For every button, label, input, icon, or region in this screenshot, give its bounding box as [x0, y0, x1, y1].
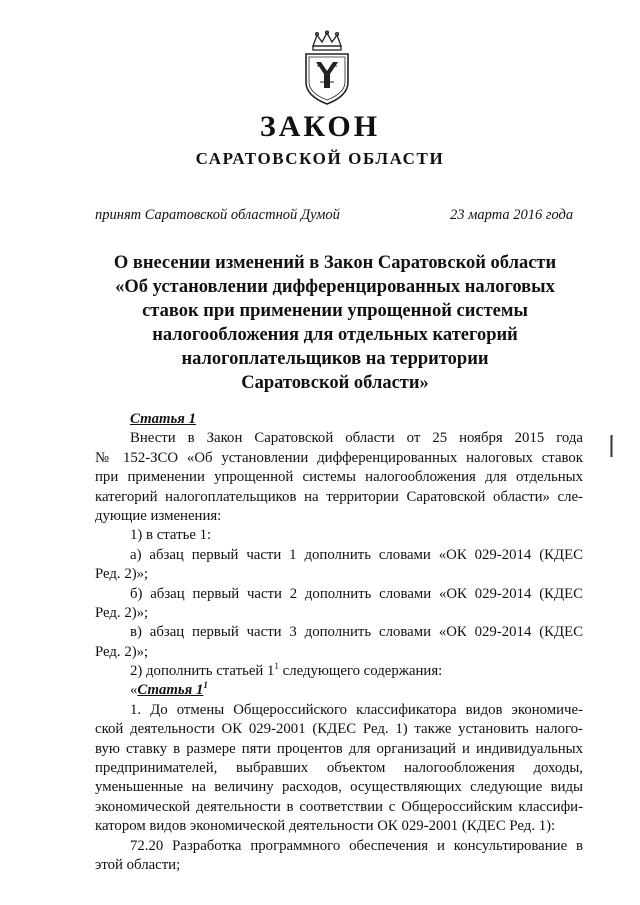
new-paragraph-line: предпринимателей, выбравших объектом налогообложения доходы,: [95, 760, 583, 777]
adopted-by: принят Саратовской областной Думой: [95, 207, 340, 223]
heading-line: «Об установлении дифференцированных налоговых: [115, 277, 555, 297]
intro-line: № 152-ЗСО «Об установлении дифференцированных налоговых ставок: [95, 449, 583, 466]
new-paragraph-line: вую ставку в размере пяти процентов для организаций и индивидуальных: [95, 740, 583, 757]
law-body: [95, 410, 583, 875]
new-paragraph-line: экономической деятельности в соответствии с Общероссийским классифи-: [95, 798, 583, 815]
new-article-label: «Статья $1^1$: [130, 680, 208, 699]
item-1: 1) в статье 1:: [130, 527, 212, 544]
heading-line: налогообложения для отдельных категорий: [152, 325, 518, 345]
intro-line: категорий налогоплательщиков на территории Саратовской области» сле-: [95, 488, 583, 505]
adoption-date: 23 марта 2016 года: [450, 207, 574, 223]
intro-line: дующие изменения:: [95, 507, 222, 524]
margin-mark: [610, 435, 613, 457]
item-1v: в) абзац первый части 3 дополнить словами «ОК 029-2014 (КДЕС: [130, 624, 583, 641]
article-label: Статья 1: [130, 411, 196, 427]
item-2: 2) дополнить статьей $1^1$ следующего содержания:: [130, 661, 443, 680]
intro-line: при применении упрощенной системы налогообложения для отдельных: [95, 469, 583, 486]
heading-line: налогоплательщиков на территории: [181, 349, 489, 369]
new-paragraph-line: уменьшенные на величину расходов, осуществляющих следующие виды: [95, 779, 583, 796]
heading-line: Саратовской области»: [241, 373, 429, 393]
new-paragraph-line: ской деятельности ОК 029-2001 (КДЕС Ред. 1) также установить налого-: [95, 721, 583, 738]
item-1v-end: Ред. 2)»;: [95, 643, 149, 660]
new-paragraph-line: катором видов экономической деятельности ОК 029-2001 (КДЕС Ред. 1):: [95, 818, 556, 835]
law-heading: [90, 251, 580, 395]
item-1a-end: Ред. 2)»;: [95, 566, 149, 583]
new-paragraph-line: 1. До отмены Общероссийского классификатора видов экономиче-: [130, 701, 583, 718]
item-7220: 72.20 Разработка программного обеспечения и консультирование в: [130, 837, 583, 854]
intro-line: Внести в Закон Саратовской области от 25 ноября 2015 года: [130, 430, 583, 447]
region-title: САРАТОВСКОЙ ОБЛАСТИ: [195, 149, 445, 168]
saratov-coat-of-arms-icon: [300, 30, 354, 106]
item-1b-end: Ред. 2)»;: [95, 604, 149, 621]
item-1a: а) абзац первый части 1 дополнить словами «ОК 029-2014 (КДЕС: [130, 546, 583, 563]
heading-line: ставок при применении упрощенной системы: [142, 301, 528, 321]
item-1b: б) абзац первый части 2 дополнить словами «ОК 029-2014 (КДЕС: [130, 585, 583, 602]
heading-line: О внесении изменений в Закон Саратовской области: [113, 253, 557, 273]
item-7220-end: этой области;: [95, 856, 181, 873]
law-title: ЗАКОН: [259, 110, 381, 143]
